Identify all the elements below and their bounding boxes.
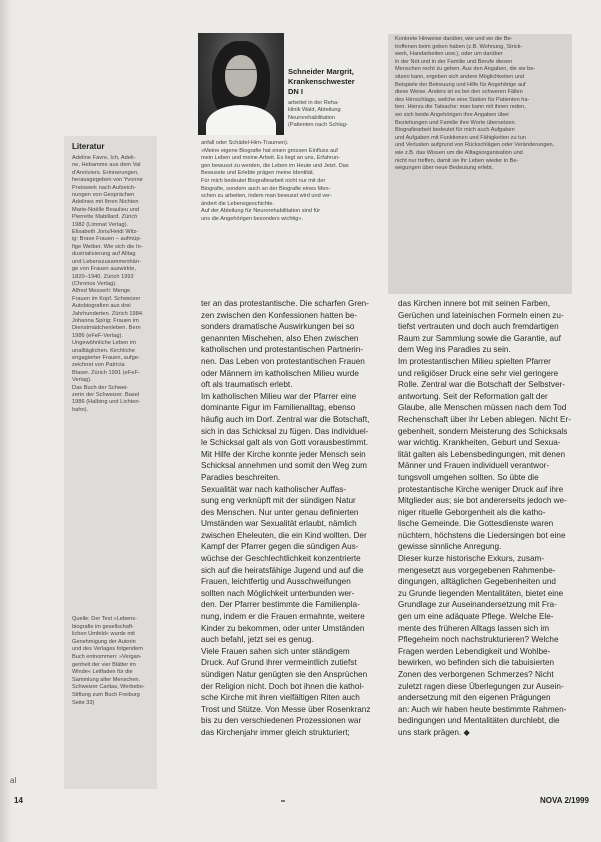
portrait-glasses: [226, 69, 256, 78]
footer-left-mark: al: [10, 776, 17, 785]
literature-title: Literatur: [72, 142, 105, 151]
author-intro-short: arbeitet in der Reha- klinik Wald, Abteilung Neurorehabilitation (Patienten nach Schlag-: [288, 100, 348, 129]
portrait-collar: [206, 105, 276, 135]
page-binding-shadow: [0, 0, 12, 842]
author-intro-quote: anfall oder Schädel-Hirn-Traumen). »Meine eigene Biografie hat einen grossen Einfluss auf mein Leben und meine Arbeit. Es liegt an uns, Erfahrun- gen bewusst zu werden, die Leben im Heute und Jetzt. Das Bewusste und Erlebte prägen meine Identität. Für mich bedeutet Biografiearbeit nicht nur mit der Biografie, sondern auch an der Biografie eines Men- schen zu arbeiten, indem man bewusst wird und ver- ändert die Lebensgeschichte. Auf der Abteilung für Neurorehabilitation sind für uns die Angehörigen besonders wichtig«.: [201, 140, 349, 222]
literature-sidebar: [64, 136, 157, 789]
article-column-middle: ter an das protestantische. Die scharfen Gren- zen zwischen den Konfessionen hatten be- sonders dramatische Auswirkungen bei so genannten Mischehen, also Ehen zwischen katholischen und protestantischen Partnerin- nen. Das Leben von protestantischen Frauen oder Männern im katholischen Milieu wurde oft als traumatisch erlebt. Im katholischen Milieu war der Pfarrer eine dominante Figur im Familienalltag, ebenso häufig auch im Dorf. Zentral war die Botschaft, sich in das Schicksal zu fügen. Das individuel- le Schicksal galt als von Gott vorausbestimmt. Mit Hilfe der Kirche konnte jeder Mensch sein Schicksal annehmen und somit den Weg zum Paradies beschreiten. Sexualität war nach katholischer Auffas- sung eng verknüpft mit der sündigen Natur des Menschen. Nur unter genau definierten Umständen war Sexualität erlaubt, nämlich zwischen Eheleuten, die ein Kind wollten. Der Kampf der Pfarrer gegen die sündigen Aus- wüchse der Geschlechtlichkeit konzentrierte sich auf die heiratsfähige Jugend und auf die Frauen, leichtfertig und Ausschweifungen sollten nach Möglichkeit unterbunden wer- den. Der Pfarrer bestimmte die Familienpla- nung, indem er die Frauen ermahnte, weitere Kinder zu bekommen, oder unter Umständen auch befahl, jetzt sei es genug. Viele Frauen sahen sich unter ständigem Druck. Auf Grund ihrer vermeintlich zutiefst sündigen Natur genügten sie den Ansprüchen der Religion nicht. Doch bot ihnen die kathol- sche Kirche mit ihren vielfältigen Riten auch Trost und Stütze. Von Messe über Rosenkranz bis zu den verschiedenen Prozessionen war das Kirchenjahr immer gleich strukturiert;: [201, 299, 371, 737]
magazine-issue: NOVA 2/1999: [540, 796, 589, 805]
continued-quote-box: [388, 34, 572, 294]
footer-center-mark: [281, 800, 285, 802]
author-portrait: [198, 33, 284, 135]
source-note: Quelle: Der Text »Lebens- biografie im gesellschaft- lichen Umfeld« wurde mit Genehmigung der Autorin und des Verlages folgendem Buch entnommen: »Vergan- genheit der vier Blätter im Winde« Leitfaden für die Sammlung alter Menschen. Schweizer Caritas, Werbebo- Stiftung zum Buch Freiburg Seite 33): [72, 616, 145, 706]
continued-quote-text: Konkrete Hinweise darüber, wie und wo die Be- troffenen beim geben haben (z.B. Wohnung, Strick- werk, Handarbeiten usw.), oder um darüber in der Not und in der Familie und Berufe diesen Menschen recht zu geben. Aus den Angaben, die sie be- sitzen kann, ergeben sich andere Möglichkeiten und Beispiele der Betreuung und Hilfe für Angehörige auf diese Weise. Anders ist es bei den schweren Fällen des Hirnschlags, welche eine Station für Patienten ha- ben. Hierzu die Tatsache: man kann mit ihnen reden, wo sich beide Angehörigen ihre Angaben über Beziehungen und Familie ihre Worte übersetzen. Biografiearbeit bedeutet für mich auch Aufgaben und Aufgaben mit Funktionen und Fähigkeiten zu tun und Verlusten aufgrund von Rückschlägen oder Veränderungen, wie z.B. das Wissen um die Alltagsorganisation und nicht nur treffen, damit sie ihr Leben wieder in Be- wegungen über neue Bedeutung erlebt.: [395, 36, 555, 172]
author-name: Schneider Margrit, Krankenschwester DN I: [288, 67, 355, 96]
literature-list: Adeline Favre, Ich, Adeli- ne, Hebamme aus dem Val d'Anniviers. Erinnerungen, herausgegeben von Yvonne Preiswerk nach Aufzeich- nungen von Gesprächen Adelines mit Ihren Nichten Marie-Noëlle Beaulieu und Pierrette Mabillard. Zürich 1982 (Limmat Verlag). Elisabeth Joris/Heidi Witz- ig: Brave Frauen – aufmüp- fige Weiber. Wie sich die In- dustrialisierung auf Alltag und Lebenszusammenhän- ge von Frauen auswirkte, 1820–1940. Zürich 1992 (Chronos Verlag). Alfred Messerli: Menge Frauen im Kopf. Schweizer Autobiografien aus drei Jahrhunderten. Zürich 1984. Johanna Spirig: Frauen im Dienstmädchenleben. Bern 1986 (eFeF-Verlag). Ungewöhnliche Leben im unalltäglichen. Kirchliche engagierter Frauen, aufge- zeichnet von Patricia Blaser. Zürich 1991 (eFeF- Verlag). Das Buch der Schwei- zerin der Schweizer. Basel 1986 (Halbing und Lichten- hahn).: [72, 155, 144, 413]
article-column-right: das Kirchen innere bot mit seinen Farben, Gerüchen und lateinischen Formeln einen zu- tiefst vertrauten und doch auch fremdartigen Raum zur Sammlung sowie die Garantie, auf dem Weg ins Paradies zu sein. Im protestantischen Milieu spielten Pfarrer und religiöser Druck eine sehr viel geringere Rolle. Zentral war die Botschaft der Selbstver- antwortung. Seit der Reformation galt der Glaube, alle Menschen müssen nach dem Tod Rechenschaft über ihr Leben ablegen. Nicht Er- gebenheit, sondern Meisterung des Schicksals war wichtig. Krankheiten, Geburt und Sexua- lität galten als Lebensbedingungen, mit denen Männer und Frauen individuell verantwor- tungsvoll umgehen sollten. So übte die protestantische Kirche weniger Druck auf ihre Mitglieder aus; sie bot andererseits jedoch we- niger rituelle Geborgenheit als die katho- lische Gemeinde. Die Gottesdienste waren nüchtern, höchstens die Liedersingen bot eine gewisse sinnliche Anregung. Dieser kurze historische Exkurs, zusam- mengesetzt aus vorgegebenen Rahmenbe- dingungen, alltäglichen Gegebenheiten und zu Grunde liegenden Mentalitäten, bietet eine Grundlage zur Auseinandersetzung mit Fra- gen um eine adäquate Pflege. Welche Ele- mente des früheren Alltags lassen sich im Pflegeheim noch nachstrukturieren? Welche Fragen werden Lebendigkeit und Wohlbe- bewirken, wo befinden sich die tabuisierten Zonen des verborgenen Schmerzes? Nicht zuletzt ragen diese Überlegungen zur Ausein- andersetzung mit den eigenen Prägungen an: Auch wir haben heute bestimmte Rahmen- bedingungen und Mentalitäten durchlebt, die uns stark prägen. ◆: [398, 299, 571, 737]
page-number: 14: [14, 796, 23, 805]
